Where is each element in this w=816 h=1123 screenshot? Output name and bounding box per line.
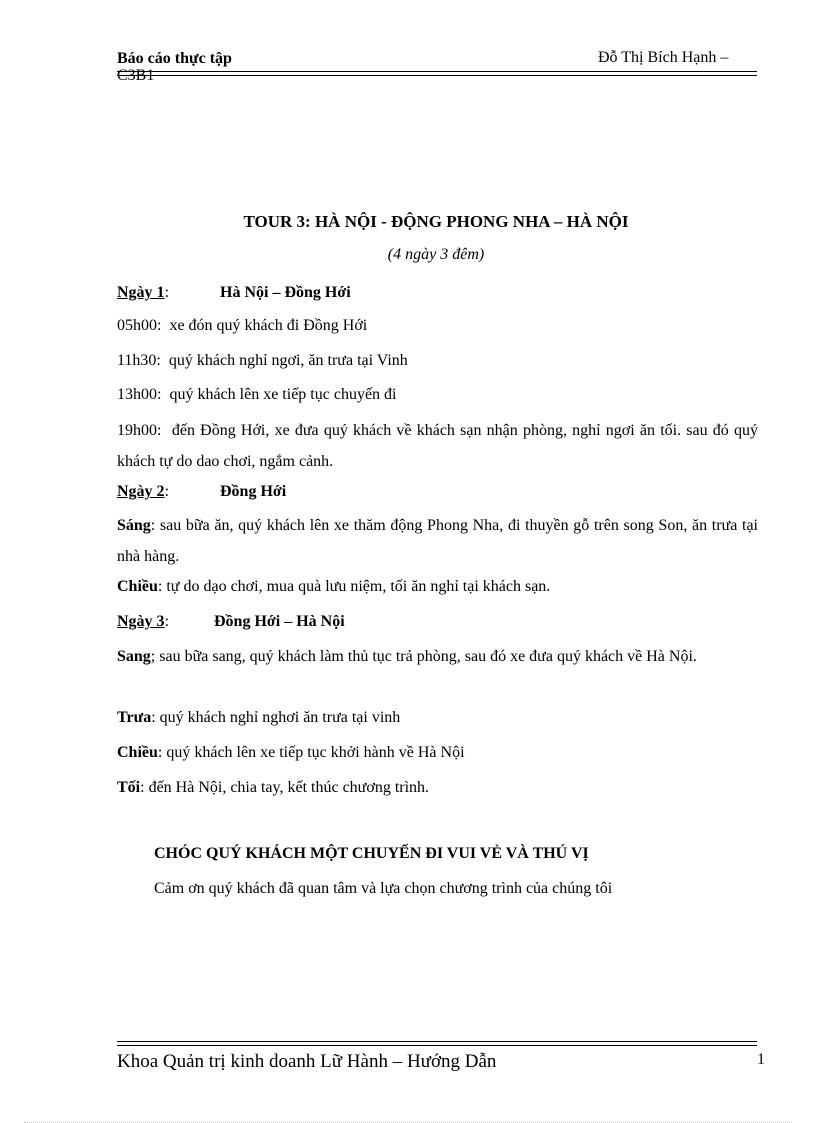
schedule-item bbox=[117, 510, 758, 572]
item-time: Chiều bbox=[117, 578, 158, 595]
tour-duration: (4 ngày 3 đêm) bbox=[387, 246, 485, 263]
footer-department: Khoa Quản trị kinh doanh Lữ Hành – Hướng Dẫn bbox=[117, 1051, 497, 1072]
item-time: Trưa bbox=[117, 709, 152, 726]
item-text: ; sau bữa sang, quý khách làm thủ tục trả phòng, sau đó xe đưa quý khách về Hà Nội. bbox=[150, 648, 697, 665]
item-time: 11h30: bbox=[117, 352, 161, 369]
day-2-route: Đồng Hới bbox=[220, 483, 287, 500]
schedule-item bbox=[117, 578, 550, 596]
item-text: : quý khách lên xe tiếp tục khởi hành về Hà Nội bbox=[157, 744, 465, 761]
item-text: : đến Hà Nội, chia tay, kết thúc chương trình. bbox=[140, 779, 430, 796]
header-author: Đỗ Thị Bích Hạnh – bbox=[598, 49, 729, 66]
header-report-title: Báo cáo thực tập bbox=[117, 50, 232, 67]
footer-rule-top bbox=[117, 1041, 757, 1042]
schedule-item bbox=[117, 317, 367, 335]
closing-wish: CHÓC QUÝ KHÁCH MỘT CHUYẾN ĐI VUI VẺ VÀ THÚ VỊ bbox=[154, 845, 589, 862]
day-label: Ngày 1 bbox=[117, 284, 165, 301]
item-time: 05h00: bbox=[117, 317, 162, 334]
schedule-item bbox=[117, 709, 400, 727]
item-text: xe đón quý khách đi Đồng Hới bbox=[169, 317, 368, 334]
item-time: Tối bbox=[117, 779, 141, 796]
header-rule-bottom bbox=[117, 75, 757, 76]
page-number: 1 bbox=[757, 1051, 765, 1068]
schedule-item bbox=[117, 641, 758, 672]
item-time: Sang bbox=[117, 648, 151, 665]
item-text: : tự do dạo chơi, mua quà lưu niệm, tối ăn nghỉ tại khách sạn. bbox=[157, 578, 551, 595]
day-3-heading: Ngày 3: bbox=[117, 613, 170, 630]
item-text: : quý khách nghỉ nghơi ăn trưa tại vinh bbox=[151, 709, 401, 726]
item-text: : sau bữa ăn, quý khách lên xe thăm động Phong Nha, đi thuyền gỗ trên song Son, ăn trưa tại nhà hàng. bbox=[117, 517, 758, 565]
schedule-item bbox=[117, 779, 429, 797]
thanks-note: Cảm ơn quý khách đã quan tâm và lựa chọn chương trình của chúng tôi bbox=[154, 880, 613, 897]
schedule-item bbox=[117, 744, 465, 762]
item-text: quý khách lên xe tiếp tục chuyến đi bbox=[169, 386, 397, 403]
day-1-heading: Ngày 1: bbox=[117, 284, 170, 301]
schedule-item bbox=[117, 352, 408, 370]
schedule-item bbox=[117, 415, 758, 477]
item-text: quý khách nghỉ ngơi, ăn trưa tại Vinh bbox=[168, 352, 408, 369]
day-2-heading: Ngày 2: bbox=[117, 483, 170, 500]
day-3-route: Đồng Hới – Hà Nội bbox=[214, 613, 345, 630]
item-text: đến Đồng Hới, xe đưa quý khách về khách sạn nhận phòng, nghỉ ngơi ăn tối. sau đó quý khách tự do dao chơi, ngắm cảnh. bbox=[117, 422, 759, 470]
day-label: Ngày 3 bbox=[117, 613, 165, 630]
day-1-route: Hà Nội – Đồng Hới bbox=[220, 284, 351, 301]
day-label: Ngày 2 bbox=[117, 483, 165, 500]
schedule-item bbox=[117, 386, 397, 404]
footer-rule-bottom bbox=[117, 1045, 757, 1046]
item-time: Chiều bbox=[117, 744, 158, 761]
header-class-code: C3B1 bbox=[117, 68, 155, 80]
item-time: Sáng bbox=[117, 517, 151, 534]
tour-title: TOUR 3: HÀ NỘI - ĐỘNG PHONG NHA – HÀ NỘI bbox=[243, 212, 629, 231]
item-time: 19h00: bbox=[117, 422, 162, 439]
item-time: 13h00: bbox=[117, 386, 162, 403]
header-rule-top bbox=[117, 71, 757, 72]
